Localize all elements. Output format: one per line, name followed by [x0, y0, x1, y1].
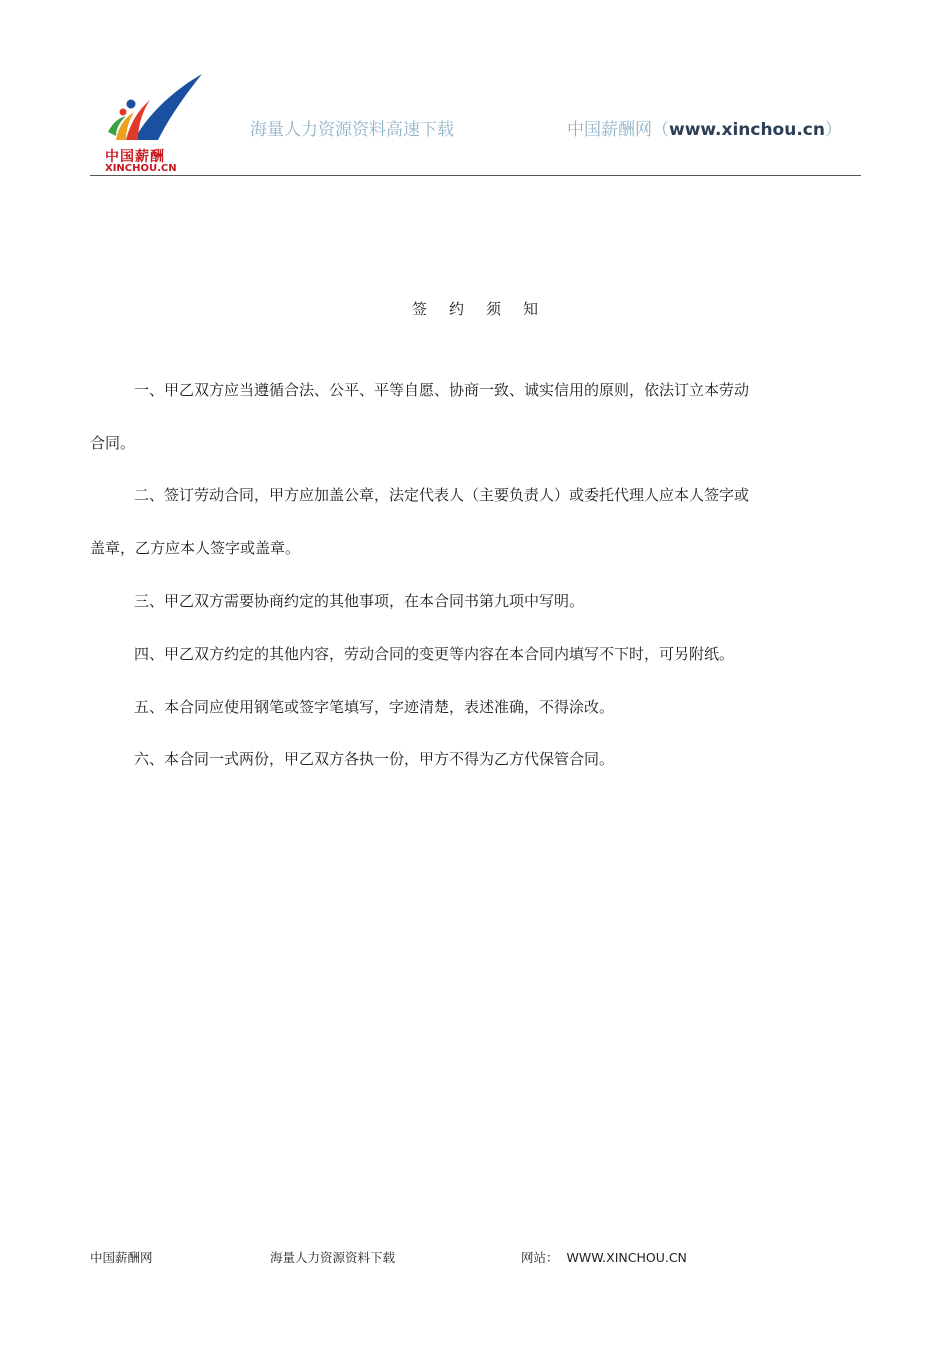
item-6: 六、本合同一式两份，甲乙双方各执一份，甲方不得为乙方代保管合同。 [134, 750, 615, 768]
header-tagline: 海量人力资源资料高速下载 [250, 120, 454, 140]
item-2-line-1: 二、签订劳动合同，甲方应加盖公章，法定代表人（主要负责人）或委托代理人应本人签字或 [134, 486, 750, 504]
item-3: 三、甲乙双方需要协商约定的其他事项，在本合同书第九项中写明。 [134, 592, 585, 610]
logo-text-en: XINCHOU.CN [105, 163, 177, 174]
item-1-line-2: 合同。 [90, 434, 136, 452]
document-title: 签约须知 [411, 300, 560, 318]
site-suffix: ） [824, 120, 842, 140]
site-prefix: 中国薪酬网（ [567, 120, 669, 140]
footer-site-name: 中国薪酬网 [90, 1250, 153, 1265]
footer-website-url[interactable]: WWW.XINCHOU.CN [566, 1250, 687, 1265]
header-divider [90, 175, 861, 176]
logo-text-cn: 中国薪酬 [105, 149, 165, 165]
footer-website [521, 1248, 687, 1266]
xinchou-logo [104, 70, 204, 174]
logo-swoosh-icon [104, 70, 204, 150]
header-site [567, 115, 842, 140]
item-4: 四、甲乙双方约定的其他内容，劳动合同的变更等内容在本合同内填写不下时，可另附纸。 [134, 645, 735, 663]
item-2-line-2: 盖章，乙方应本人签字或盖章。 [90, 539, 301, 557]
footer-tagline: 海量人力资源资料下载 [270, 1250, 396, 1265]
footer-website-label: 网站： [521, 1250, 559, 1265]
item-5: 五、本合同应使用钢笔或签字笔填写，字迹清楚，表述准确，不得涂改。 [134, 698, 615, 716]
page-header [90, 60, 861, 176]
site-url[interactable]: www.xinchou.cn [669, 120, 825, 140]
item-1-line-1: 一、甲乙双方应当遵循合法、公平、平等自愿、协商一致、诚实信用的原则，依法订立本劳动 [134, 381, 750, 399]
